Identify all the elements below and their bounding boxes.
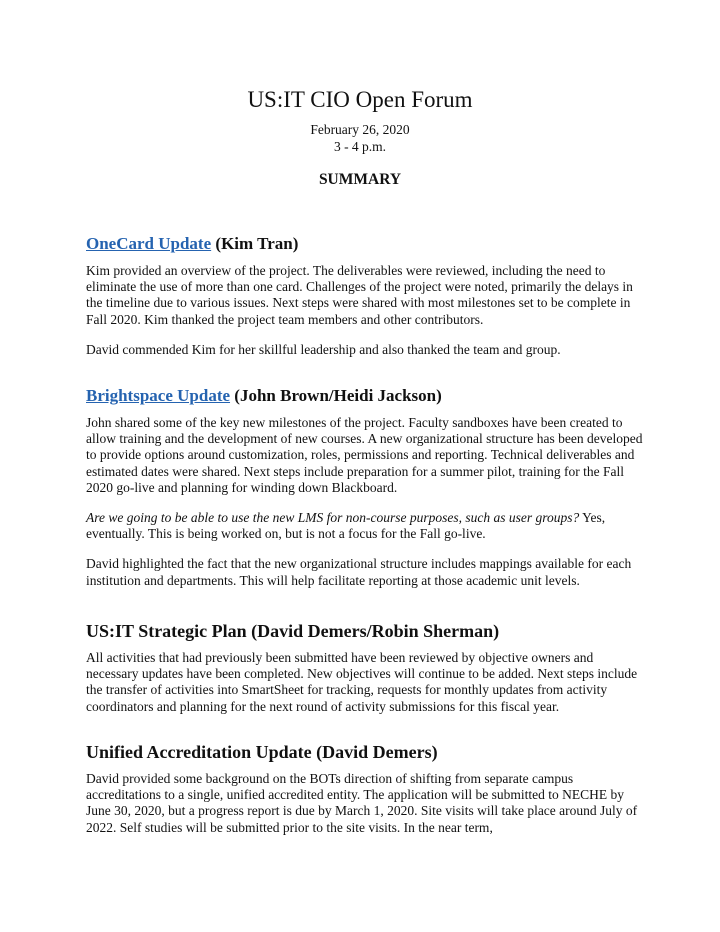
section-heading bbox=[86, 385, 646, 407]
section-heading: US:IT Strategic Plan (David Demers/Robin Sherman) bbox=[86, 621, 500, 641]
paragraph: Kim provided an overview of the project. The deliverables were reviewed, including the need to eliminate the use of more than one card. Challenges of the project were noted, primarily the delays in the timeline due to various issues. Next steps were shared with most milestones set to be complete in Fall 2020. Kim thanked the project team members and other contributors. bbox=[86, 263, 633, 327]
section-presenter: (John Brown/Heidi Jackson) bbox=[230, 386, 442, 405]
meeting-time: 3 - 4 p.m. bbox=[333, 139, 387, 154]
document-title: US:IT CIO Open Forum bbox=[247, 87, 473, 112]
paragraph: John shared some of the key new milestones of the project. Faculty sandboxes have been created to allow training and the development of new courses. A new organizational structure has been developed to provide options around customization, roles, permissions and reporting. Technical deliverables and estimated dates were shared. Next steps include preparation for a summer pilot, training for the Fall 2020 go-live and planning for winding down Blackboard. bbox=[86, 415, 643, 495]
question-text: Are we going to be able to use the new LMS for non-course purposes, such as user groups? bbox=[86, 510, 580, 526]
paragraph: David commended Kim for her skillful leadership and also thanked the team and group. bbox=[86, 341, 561, 357]
meeting-date: February 26, 2020 bbox=[310, 122, 410, 137]
section-heading: Unified Accreditation Update (David Demers) bbox=[86, 742, 438, 762]
paragraph: All activities that had previously been submitted have been reviewed by objective owners and necessary updates have been completed. New objectives will continue to be added. Next steps include the transfer of activities into SmartSheet for tracking, requests for monthly updates from activity coordinators and planning for the next round of activity submissions for this fiscal year. bbox=[86, 650, 638, 714]
section-brightspace bbox=[86, 385, 646, 603]
section-accreditation bbox=[86, 741, 646, 850]
brightspace-update-link[interactable]: Brightspace Update bbox=[86, 386, 231, 405]
qa-paragraph bbox=[86, 510, 646, 542]
paragraph: David highlighted the fact that the new organizational structure includes mappings available for each institution and departments. This will help facilitate reporting at those academic unit levels. bbox=[86, 556, 632, 588]
onecard-update-link[interactable]: OneCard Update bbox=[86, 234, 212, 253]
section-heading bbox=[86, 233, 646, 255]
summary-heading: SUMMARY bbox=[318, 171, 402, 188]
answer-text: Yes, eventually. This is being worked on, but is not a focus for the Fall go-live. bbox=[86, 510, 606, 542]
section-onecard bbox=[86, 233, 646, 372]
paragraph: David provided some background on the BOTs direction of shifting from separate campus accreditations to a single, unified accredited entity. The application will be submitted to NECHE by June 30, 2020, but a progress report is due by March 1, 2020. Site visits will take place around July of 2022. Self studies will be submitted prior to the site visits. In the near term, bbox=[86, 771, 638, 835]
section-presenter: (Kim Tran) bbox=[211, 234, 299, 253]
section-strategic-plan bbox=[86, 620, 646, 729]
